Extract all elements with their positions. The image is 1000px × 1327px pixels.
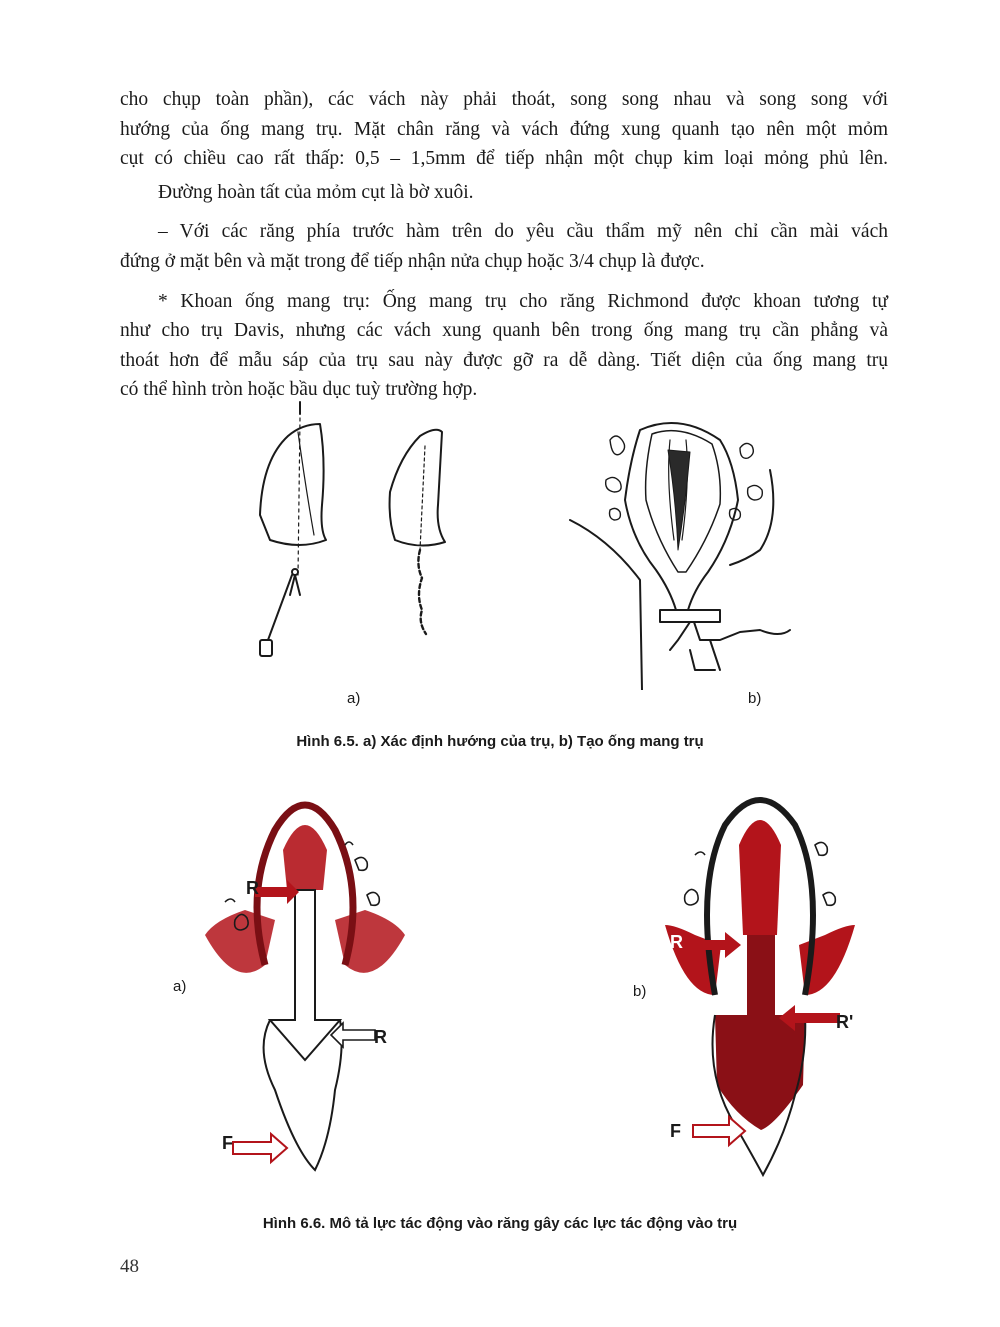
figure-6-6-label-b: b) <box>633 983 647 1000</box>
paragraph-line: đứng ở mặt bên và mặt trong để tiếp nhận nửa chụp hoặc 3/4 chụp là được. <box>120 250 705 272</box>
force-label-r-prime: R' <box>836 1012 854 1032</box>
figure-6-5-label-a: a) <box>347 690 361 707</box>
figure-6-6-label-a: a) <box>173 978 187 995</box>
tooth-with-canal-path <box>390 430 445 634</box>
paragraph-line: có thể hình tròn hoặc bầu dục tuỳ trường hợp. <box>120 379 478 401</box>
figure-6-6a-illustration <box>195 790 435 1190</box>
paragraph-line: * Khoan ống mang trụ: Ống mang trụ cho răng Richmond được khoan tương tự <box>158 290 888 312</box>
paragraph-line: cụt có chiều cao rất thấp: 0,5 – 1,5mm để tiếp nhận một chụp kim loại mỏng phủ lên. <box>120 148 888 170</box>
paragraph-line: thoát hơn để mẫu sáp của trụ sau này được gỡ ra dễ dàng. Tiết diện của ống mang trụ <box>120 349 888 371</box>
paragraph-line: cho chụp toàn phần), các vách này phải thoát, song song nhau và song song với <box>120 89 888 110</box>
force-label-f-b: F <box>670 1121 681 1141</box>
figure-6-6b-illustration <box>655 785 865 1185</box>
paragraph-line: hướng của ống mang trụ. Mặt chân răng và vách đứng xung quanh tạo nên một mỏm <box>120 118 888 140</box>
force-label-r-bottom: R <box>374 1027 387 1047</box>
paragraph-line: Đường hoàn tất của mỏm cụt là bờ xuôi. <box>158 181 474 203</box>
paragraph-line: như cho trụ Davis, nhưng các vách xung quanh bên trong ống mang trụ cần phẳng và <box>120 320 888 342</box>
figure-6-5-illustration <box>240 400 840 690</box>
force-label-f: F <box>222 1133 233 1153</box>
figure-6-5-caption: Hình 6.5. a) Xác định hướng của trụ, b) Tạo ống mang trụ <box>296 733 704 750</box>
drill-section-diagram <box>570 423 790 690</box>
tooth-with-plumb-line <box>260 402 326 656</box>
figure-6-5-label-b: b) <box>748 690 762 707</box>
page-number: 48 <box>120 1256 139 1277</box>
body-text <box>120 85 888 405</box>
figure-6-6-caption: Hình 6.6. Mô tả lực tác động vào răng gây các lực tác động vào trụ <box>262 1215 738 1232</box>
force-label-r-top-b: R <box>670 932 683 952</box>
paragraph-line: – Với các răng phía trước hàm trên do yêu cầu thẩm mỹ nên chỉ cần mài vách <box>158 221 888 243</box>
force-label-r-top: R <box>246 878 259 898</box>
